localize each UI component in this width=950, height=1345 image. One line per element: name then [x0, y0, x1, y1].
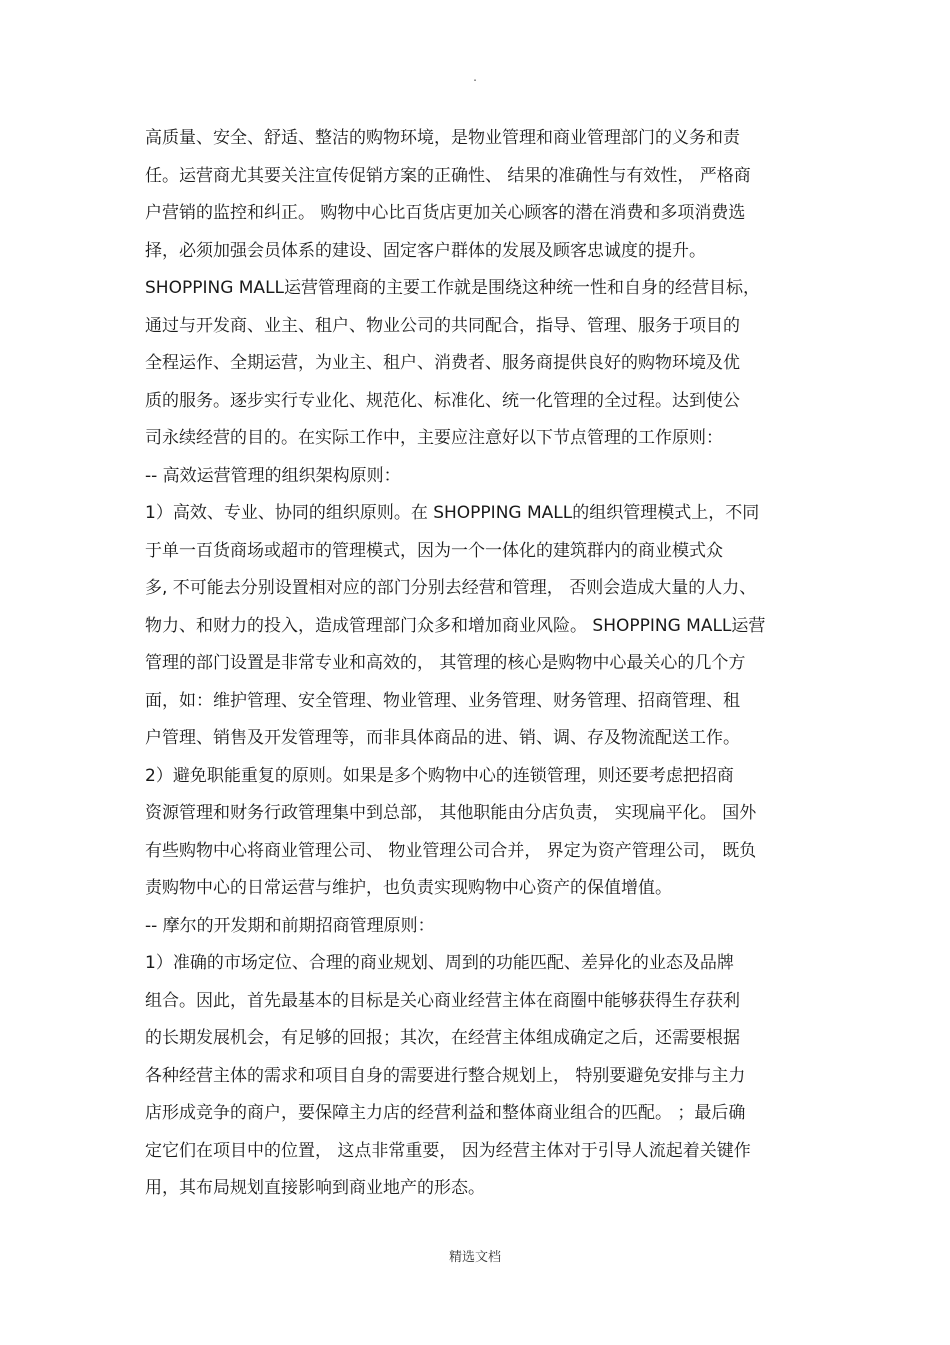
text-line: 户管理、销售及开发管理等，而非具体商品的进、销、调、存及物流配送工作。 [145, 728, 740, 748]
text-line: 的长期发展机会，有足够的回报；其次，在经营主体组成确定之后，还需要根据 [145, 1028, 740, 1048]
text-line: 多, 不可能去分别设置相对应的部门分别去经营和管理， 否则会造成大量的人力、 [145, 578, 757, 598]
section-heading: -- 摩尔的开发期和前期招商管理原则： [145, 915, 435, 936]
text-line: 物力、和财力的投入，造成管理部门众多和增加商业风险。 SHOPPING MALL运营 [145, 615, 766, 636]
text-line: SHOPPING MALL运营管理商的主要工作就是围绕这种统一性和自身的经营目标， [145, 278, 761, 298]
text-line: 店形成竞争的商户，要保障主力店的经营利益和整体商业组合的匹配。 ；最后确 [145, 1103, 746, 1123]
footer-label: 精选文档 [448, 1250, 501, 1265]
text-line: 用，其布局规划直接影响到商业地产的形态。 [145, 1178, 485, 1198]
text-line: 于单一百货商场或超市的管理模式，因为一个一体化的建筑群内的商业模式众 [145, 540, 723, 561]
text-line: 1）高效、专业、协同的组织原则。在 SHOPPING MALL的组织管理模式上，不同 [145, 503, 760, 523]
text-line: 全程运作、全期运营，为业主、租户、消费者、服务商提供良好的购物环境及优 [145, 353, 740, 373]
text-line: 1）准确的市场定位、合理的商业规划、周到的功能匹配、差异化的业态及品牌 [145, 953, 734, 973]
text-line: 面，如：维护管理、安全管理、物业管理、业务管理、财务管理、招商管理、租 [145, 690, 740, 711]
text-line: 2）避免职能重复的原则。如果是多个购物中心的连锁管理，则还要考虑把招商 [145, 765, 734, 786]
text-line: 通过与开发商、业主、租户、物业公司的共同配合，指导、管理、服务于项目的 [145, 315, 740, 336]
text-line: 管理的部门设置是非常专业和高效的， 其管理的核心是购物中心最关心的几个方 [145, 653, 746, 673]
text-line: 各种经营主体的需求和项目自身的需要进行整合规划上， 特别要避免安排与主力 [145, 1065, 746, 1086]
header-mark: . [473, 70, 477, 84]
text-line: 高质量、安全、舒适、整洁的购物环境，是物业管理和商业管理部门的义务和责 [145, 128, 740, 148]
text-line: 资源管理和财务行政管理集中到总部， 其他职能由分店负责， 实现扁平化。 国外 [145, 803, 757, 823]
text-line: 质的服务。逐步实行专业化、规范化、标准化、统一化管理的全过程。达到使公 [145, 390, 740, 411]
text-line: 组合。因此，首先最基本的目标是关心商业经营主体在商圈中能够获得生存获利 [145, 990, 740, 1011]
text-line: 任。运营商尤其要关注宣传促销方案的正确性、 结果的准确性与有效性， 严格商 [145, 165, 751, 186]
text-line: 有些购物中心将商业管理公司、 物业管理公司合并， 界定为资产管理公司， 既负 [145, 840, 757, 861]
section-heading: -- 高效运营管理的组织架构原则： [145, 465, 401, 486]
text-line: 司永续经营的目的。在实际工作中，主要应注意好以下节点管理的工作原则： [145, 428, 723, 448]
text-line: 责购物中心的日常运营与维护，也负责实现购物中心资产的保值增值。 [145, 878, 672, 898]
text-line: 定它们在项目中的位置， 这点非常重要， 因为经营主体对于引导人流起着关键作 [145, 1140, 751, 1161]
text-line: 择，必须加强会员体系的建设、固定客户群体的发展及顾客忠诚度的提升。 [145, 240, 706, 261]
body-text [145, 120, 815, 1208]
text-line: 户营销的监控和纠正。 购物中心比百货店更加关心顾客的潜在消费和多项消费选 [145, 203, 746, 223]
